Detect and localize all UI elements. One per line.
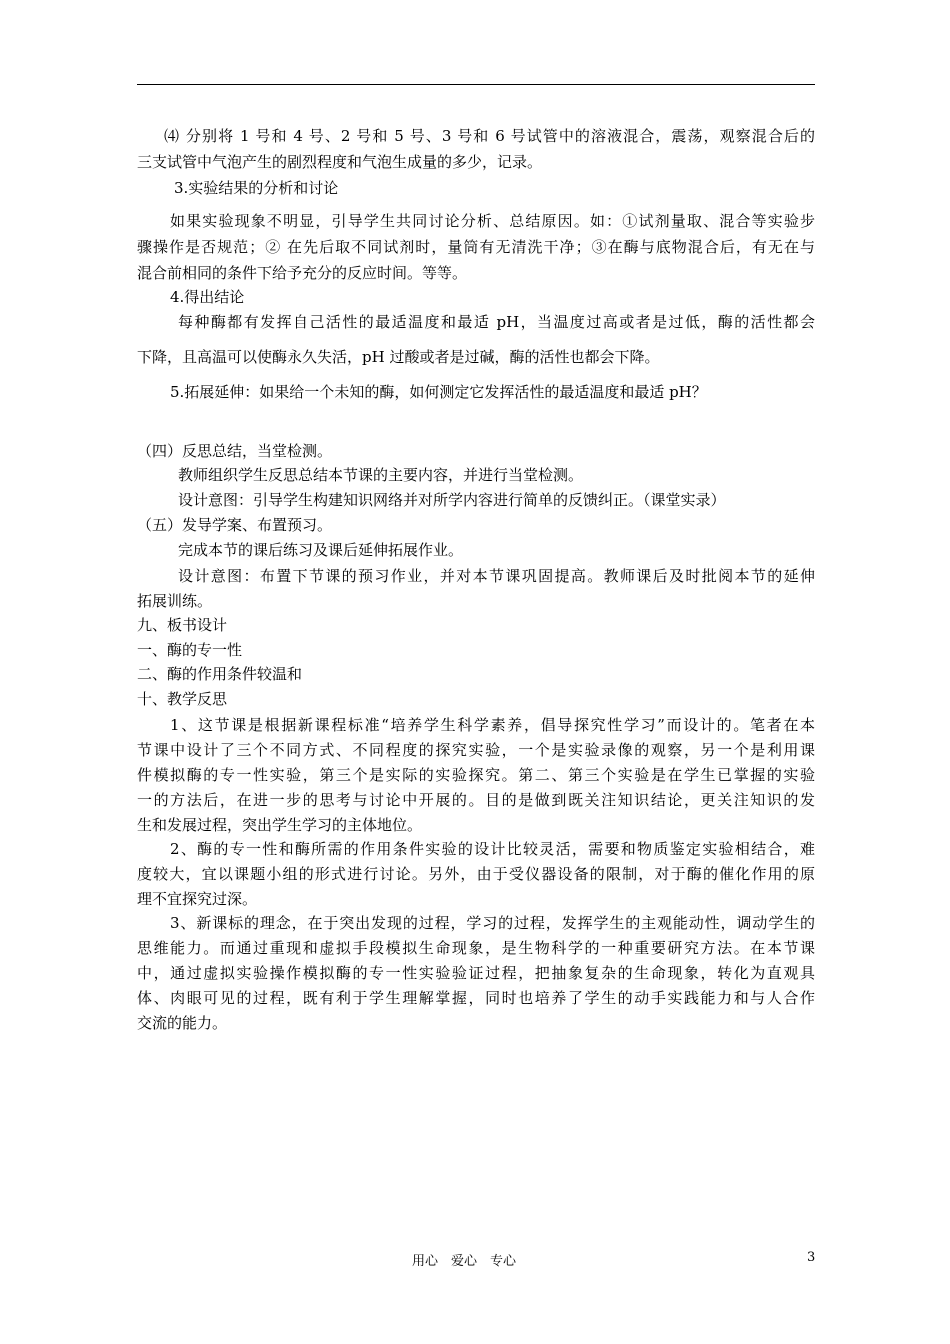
footer-motto: 用心 爱心 专心 bbox=[412, 1254, 517, 1269]
paragraph-line: 设计意图：布置下节课的预习作业，并对本节课巩固提高。教师课后及时批阅本节的延伸 bbox=[178, 567, 815, 585]
paragraph-line: 1、这节课是根据新课程标准“培养学生科学素养，倡导探究性学习”而设计的。笔者在本 bbox=[170, 716, 815, 734]
paragraph-line: 每种酶都有发挥自己活性的最适温度和最适 pH，当温度过高或者是过低，酶的活性都会 bbox=[178, 313, 815, 331]
paragraph-line: 度较大，宜以课题小组的形式进行讨论。另外，由于受仪器设备的限制，对于酶的催化作用的原 bbox=[137, 865, 815, 883]
paragraph-line: 三支试管中气泡产生的剧烈程度和气泡生成量的多少，记录。 bbox=[137, 153, 543, 171]
paragraph-line: 体、肉眼可见的过程，既有利于学生理解掌握，同时也培养了学生的动手实践能力和与人合作 bbox=[137, 989, 815, 1007]
section-heading: （五）发导学案、布置预习。 bbox=[137, 516, 333, 534]
paragraph-line: 如果实验现象不明显，引导学生共同讨论分析、总结原因。如：①试剂量取、混合等实验步 bbox=[170, 212, 815, 230]
page-number: 3 bbox=[807, 1250, 816, 1265]
paragraph-line: ⑷ 分别将 1 号和 4 号、2 号和 5 号、3 号和 6 号试管中的溶液混合，震荡，观察混合后的 bbox=[164, 127, 815, 145]
board-item: 一、酶的专一性 bbox=[137, 641, 243, 659]
paragraph-line: 5.拓展延伸：如果给一个未知的酶，如何测定它发挥活性的最适温度和最适 pH？ bbox=[170, 383, 707, 401]
paragraph-line: 教师组织学生反思总结本节课的主要内容，并进行当堂检测。 bbox=[178, 466, 584, 484]
paragraph-line: 2、酶的专一性和酶所需的作用条件实验的设计比较灵活，需要和物质鉴定实验相结合，难 bbox=[170, 840, 815, 858]
paragraph-line: 设计意图：引导学生构建知识网络并对所学内容进行简单的反馈纠正。（课堂实录） bbox=[178, 491, 726, 509]
board-item: 二、酶的作用条件较温和 bbox=[137, 665, 303, 683]
section-heading: 九、板书设计 bbox=[137, 616, 228, 634]
paragraph-line: 下降，且高温可以使酶永久失活，pH 过酸或者是过碱，酶的活性也都会下降。 bbox=[137, 348, 660, 366]
paragraph-line: 3、新课标的理念，在于突出发现的过程，学习的过程，发挥学生的主观能动性，调动学生的 bbox=[170, 914, 815, 932]
section-heading: 十、教学反思 bbox=[137, 690, 228, 708]
paragraph-line: 骤操作是否规范；② 在先后取不同试剂时，量筒有无清洗干净；③在酶与底物混合后，有无在与 bbox=[137, 238, 815, 256]
paragraph-line: 生和发展过程，突出学生学习的主体地位。 bbox=[137, 816, 423, 834]
paragraph-line: 理不宜探究过深。 bbox=[137, 890, 258, 908]
paragraph-line: 完成本节的课后练习及课后延伸拓展作业。 bbox=[178, 541, 464, 559]
paragraph-line: 件模拟酶的专一性实验，第三个是实际的实验探究。第二、第三个实验是在学生已掌握的实验 bbox=[137, 766, 815, 784]
paragraph-line: 拓展训练。 bbox=[137, 592, 213, 610]
header-rule bbox=[137, 84, 815, 85]
paragraph-line: 混合前相同的条件下给予充分的反应时间。等等。 bbox=[137, 264, 468, 282]
paragraph-line: 思维能力。而通过重现和虚拟手段模拟生命现象，是生物科学的一种重要研究方法。在本节课 bbox=[137, 939, 815, 957]
paragraph-line: 一的方法后，在进一步的思考与讨论中开展的。目的是做到既关注知识结论，更关注知识的发 bbox=[137, 791, 815, 809]
paragraph-line: 节课中设计了三个不同方式、不同程度的探究实验，一个是实验录像的观察，另一个是利用课 bbox=[137, 741, 815, 759]
paragraph-line: 中，通过虚拟实验操作模拟酶的专一性实验验证过程，把抽象复杂的生命现象，转化为直观具 bbox=[137, 964, 815, 982]
section-heading: 4.得出结论 bbox=[170, 288, 245, 306]
section-heading: （四）反思总结，当堂检测。 bbox=[137, 442, 333, 460]
section-heading: 3.实验结果的分析和讨论 bbox=[174, 179, 339, 197]
paragraph-line: 交流的能力。 bbox=[137, 1014, 228, 1032]
